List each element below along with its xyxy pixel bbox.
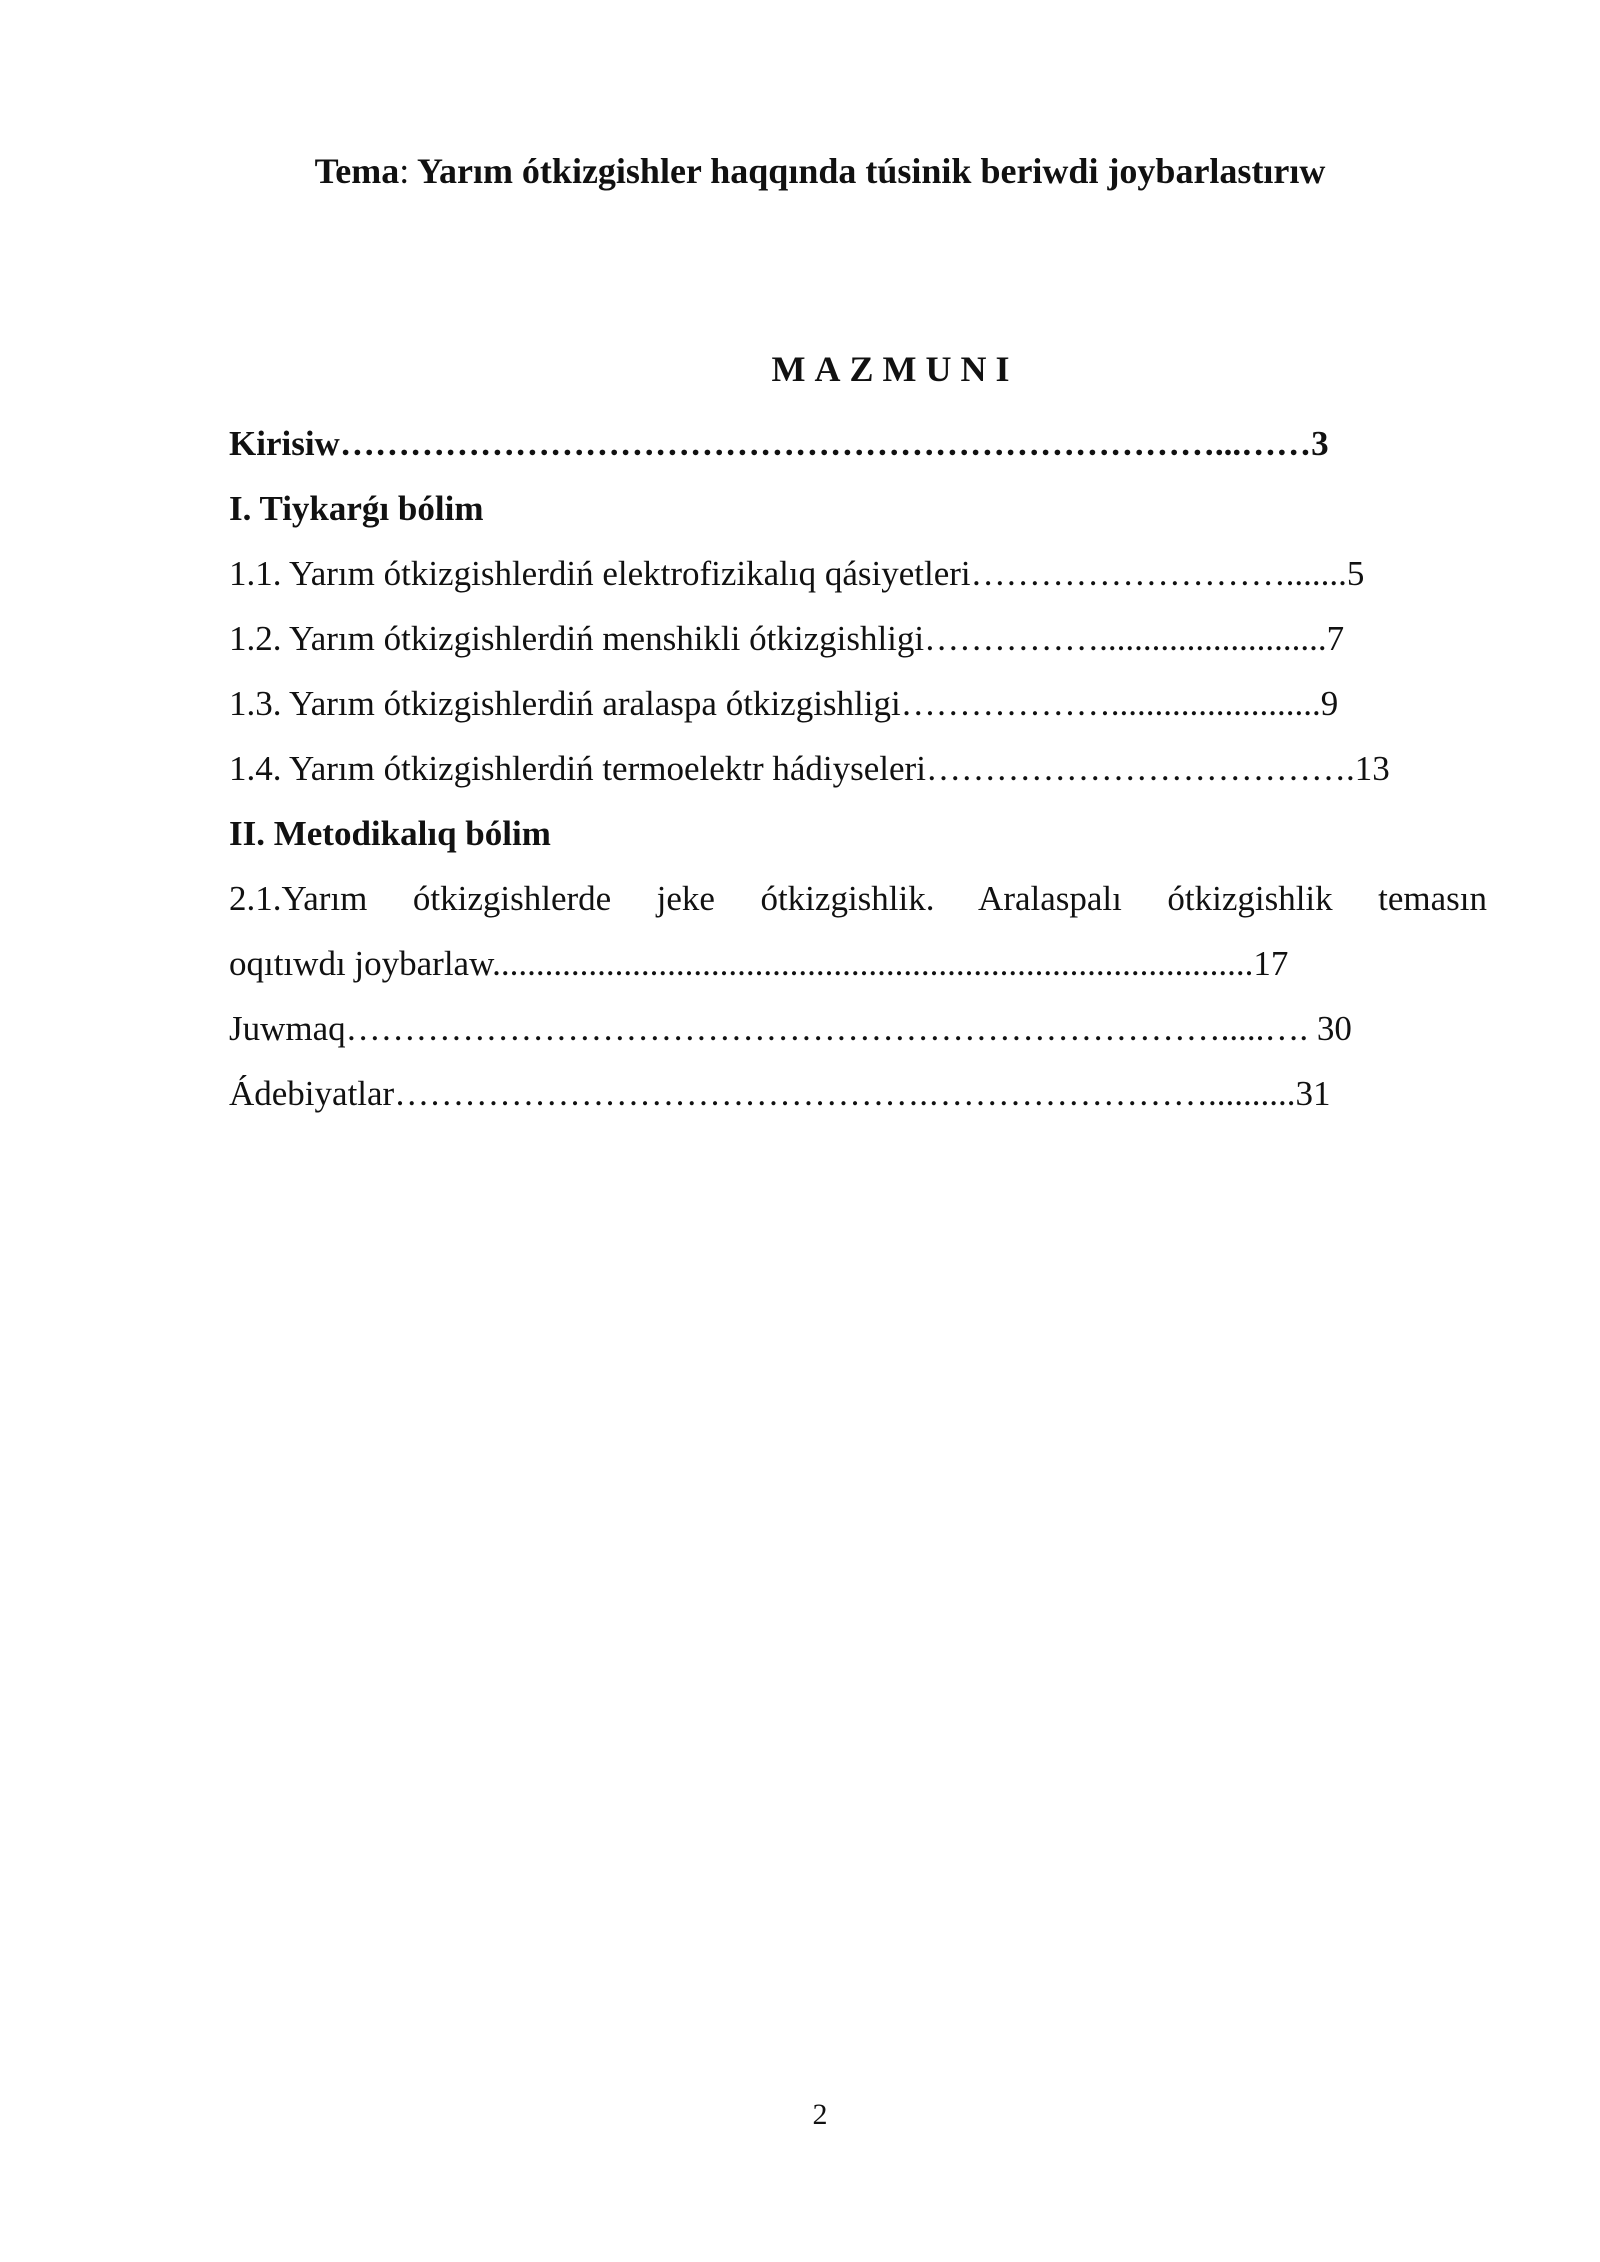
toc-entry-2-1-continued: oqıtıwdı joybarlaw.......................................................................................17 — [229, 944, 1289, 983]
toc-entry-1-1: 1.1. Yarım ótkizgishlerdiń elektrofizikalıq qásiyetleri……………………….......5 — [229, 554, 1365, 593]
toc-entry-1-4: 1.4. Yarım ótkizgishlerdiń termoelektr hádiyseleri……………………………….13 — [229, 749, 1390, 788]
topic-label: Tema — [314, 151, 400, 191]
toc-entry-adebiyatlar: Ádebiyatlar……………………………………….……………………..........31 — [229, 1074, 1331, 1113]
toc-entry-kirisiw: Kirisiw…………………………………………………………………...……3 — [229, 424, 1329, 463]
toc-section-2: II. Metodikalıq bólim — [229, 814, 551, 853]
topic-line — [0, 150, 1600, 192]
toc-entry-juwmaq: Juwmaq………………………………………………………………….....…. 30 — [229, 1009, 1352, 1048]
toc-section-1: I. Tiykarǵı bólim — [229, 489, 484, 528]
toc-entry-1-2: 1.2. Yarım ótkizgishlerdiń menshikli ótkizgishligi……………..........................7 — [229, 619, 1345, 658]
topic-separator: : — [399, 151, 410, 191]
table-of-contents — [229, 411, 1487, 1126]
page-number: 2 — [812, 2098, 828, 2131]
toc-heading: MAZMUNI — [771, 349, 1019, 389]
toc-entry-1-3: 1.3. Yarım ótkizgishlerdiń aralaspa ótkizgishligi………………........................9 — [229, 684, 1339, 723]
topic-title: Yarım ótkizgishler haqqında túsinik beriwdi joybarlastırıw — [416, 151, 1326, 191]
toc-entry-2-1: 2.1.Yarım ótkizgishlerde jeke ótkizgishlik. Aralaspalı ótkizgishlik temasın — [229, 879, 1487, 918]
